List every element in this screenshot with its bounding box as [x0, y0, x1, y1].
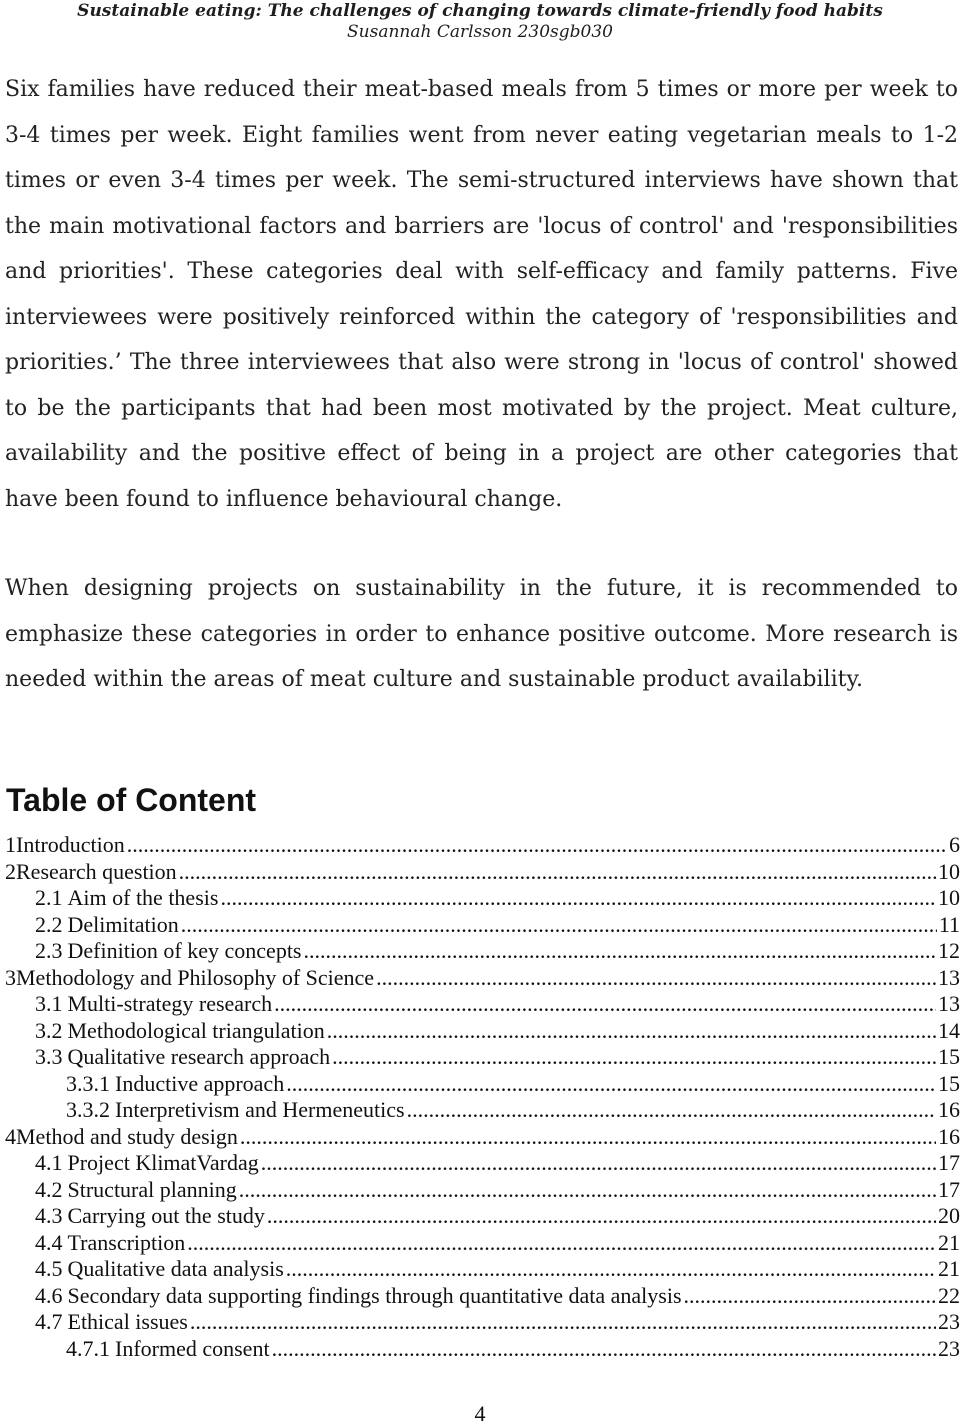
toc-entry-number: 2.3 [35, 938, 63, 963]
toc-entry-page: 14 [938, 1017, 960, 1043]
toc-entry-number: 2.1 [35, 885, 63, 910]
toc-entry-page: 21 [938, 1229, 960, 1255]
toc-entry-page: 10 [938, 885, 960, 910]
toc-entry-label: Methodological triangulation [67, 1017, 325, 1043]
toc-entry[interactable] [5, 1018, 960, 1045]
toc-entry[interactable] [5, 965, 960, 992]
toc-entry[interactable] [5, 1071, 960, 1098]
toc-entry-label: Multi-strategy research [67, 991, 273, 1016]
toc-entry-label: Secondary data supporting findings through quantitative data analysis [67, 1282, 682, 1308]
toc-leader-dots [376, 965, 936, 992]
toc-entry-number: 3.3.2 [66, 1097, 110, 1122]
toc-leader-dots [274, 991, 936, 1018]
toc-entry-page: 15 [938, 1070, 960, 1096]
toc-leader-dots [332, 1044, 936, 1071]
toc-entry-label: Ethical issues [67, 1309, 188, 1334]
toc-entry-page: 21 [938, 1256, 960, 1281]
toc-entry-page: 16 [938, 1097, 960, 1122]
toc-entry-page: 13 [938, 964, 960, 990]
toc-heading: Table of Content [6, 782, 257, 818]
toc-leader-dots [684, 1283, 936, 1310]
toc-entry-label: Inductive approach [115, 1070, 285, 1096]
toc-entry-number: 1 [5, 832, 16, 857]
toc-entry[interactable] [5, 1044, 960, 1071]
toc-leader-dots [240, 1124, 936, 1151]
toc-entry-page: 16 [938, 1123, 960, 1149]
toc-leader-dots [187, 1230, 936, 1257]
toc-entry-label: Structural planning [67, 1176, 237, 1202]
toc-entry-label: Research question [16, 858, 177, 884]
toc-entry-number: 4.1 [35, 1150, 63, 1175]
toc-entry-number: 4.2 [35, 1176, 63, 1202]
toc-entry[interactable] [5, 912, 960, 939]
toc-entry-page: 12 [938, 938, 960, 963]
toc-entry-label: Delimitation [67, 911, 179, 937]
toc-entry-page: 11 [938, 911, 960, 937]
toc-leader-dots [261, 1150, 936, 1177]
toc-entry[interactable] [5, 1124, 960, 1151]
toc-entry-page: 23 [938, 1335, 960, 1361]
toc-entry[interactable] [5, 1283, 960, 1310]
toc-entry-page: 17 [938, 1150, 960, 1175]
page-number: 4 [474, 1401, 486, 1426]
toc-leader-dots [239, 1177, 936, 1204]
abstract-paragraph-2: When designing projects on sustainability in the future, it is recommended to emphasize these categories in order to enhance positive outcome. More research is needed within the areas of meat culture and sustainable product availability. [5, 576, 958, 692]
toc-entry-number: 3.3.1 [66, 1070, 110, 1096]
toc-entry-number: 4.3 [35, 1203, 63, 1228]
running-header-author: Susannah Carlsson 230sgb030 [347, 22, 613, 42]
running-header [0, 0, 960, 43]
toc-entry-label: Methodology and Philosophy of Science [16, 964, 375, 990]
toc-entry-number: 4.7 [35, 1309, 63, 1334]
toc-entry-number: 4.4 [35, 1229, 63, 1255]
toc-entry-page: 6 [949, 832, 960, 857]
toc-entry[interactable] [5, 938, 960, 965]
toc-entry-number: 4.7.1 [66, 1335, 110, 1361]
toc-entry-page: 10 [938, 858, 960, 884]
toc-leader-dots [179, 859, 936, 886]
toc-entry-page: 22 [938, 1282, 960, 1308]
toc-entry[interactable] [5, 1097, 960, 1124]
toc-entry-number: 4.6 [35, 1282, 63, 1308]
toc-entry-label: Method and study design [16, 1123, 238, 1149]
toc-entry-label: Qualitative data analysis [67, 1256, 284, 1281]
toc-entry-number: 3 [5, 964, 16, 990]
toc-entry[interactable] [5, 885, 960, 912]
toc-entry[interactable] [5, 1336, 960, 1363]
toc-entry[interactable] [5, 1177, 960, 1204]
toc-entry-page: 15 [938, 1044, 960, 1069]
toc-entry-page: 23 [938, 1309, 960, 1334]
toc-entry-page: 17 [938, 1176, 960, 1202]
toc-leader-dots [190, 1309, 936, 1336]
toc-leader-dots [286, 1256, 936, 1283]
toc-entry[interactable] [5, 1230, 960, 1257]
toc-entry-number: 2.2 [35, 911, 63, 937]
toc-entry-page: 13 [938, 991, 960, 1016]
toc-entry-number: 3.1 [35, 991, 63, 1016]
toc-leader-dots [407, 1097, 936, 1124]
toc-entry-label: Aim of the thesis [67, 885, 219, 910]
toc-leader-dots [127, 832, 947, 859]
toc-entry-label: Carrying out the study [67, 1203, 265, 1228]
toc-leader-dots [286, 1071, 936, 1098]
toc-leader-dots [267, 1203, 936, 1230]
toc-entry-label: Qualitative research approach [67, 1044, 331, 1069]
toc-entry-number: 3.2 [35, 1017, 63, 1043]
toc-leader-dots [181, 912, 937, 939]
toc-entry-number: 3.3 [35, 1044, 63, 1069]
toc-entry-label: Project KlimatVardag [67, 1150, 259, 1175]
toc-entry-page: 20 [938, 1203, 960, 1228]
toc-entry[interactable] [5, 859, 960, 886]
toc-entry[interactable] [5, 1309, 960, 1336]
table-of-contents [5, 832, 960, 1362]
toc-entry-number: 4 [5, 1123, 16, 1149]
toc-entry[interactable] [5, 1150, 960, 1177]
toc-entry-label: Introduction [16, 832, 125, 857]
toc-entry-label: Definition of key concepts [67, 938, 302, 963]
toc-leader-dots [220, 885, 936, 912]
running-header-title: Sustainable eating: The challenges of changing towards climate-friendly food habits [77, 1, 883, 21]
toc-entry-number: 2 [5, 858, 16, 884]
abstract-paragraph-1: Six families have reduced their meat-based meals from 5 times or more per week to 3-4 times per week. Eight families went from never eating vegetarian meals to 1-2 times or even 3-4 times per week. The semi-structured interviews have shown that the main motivational factors and barriers are 'locus of control' and 'responsibilities and priorities'. These categories deal with self-efficacy and family patterns. Five interviewees were positively reinforced within the category of 'responsibilities and priorities.’ The three interviewees that also were strong in 'locus of control' showed to be the participants that had been most motivated by the project. Meat culture, availability and the positive effect of being in a project are other categories that have been found to influence behavioural change. [5, 77, 958, 512]
toc-entry[interactable] [5, 991, 960, 1018]
toc-entry-label: Informed consent [115, 1335, 270, 1361]
toc-leader-dots [327, 1018, 936, 1045]
toc-entry[interactable] [5, 832, 960, 859]
toc-leader-dots [272, 1336, 936, 1363]
toc-entry-label: Interpretivism and Hermeneutics [115, 1097, 405, 1122]
toc-entry[interactable] [5, 1256, 960, 1283]
toc-leader-dots [304, 938, 937, 965]
toc-entry-label: Transcription [67, 1229, 186, 1255]
toc-entry-number: 4.5 [35, 1256, 63, 1281]
toc-entry[interactable] [5, 1203, 960, 1230]
